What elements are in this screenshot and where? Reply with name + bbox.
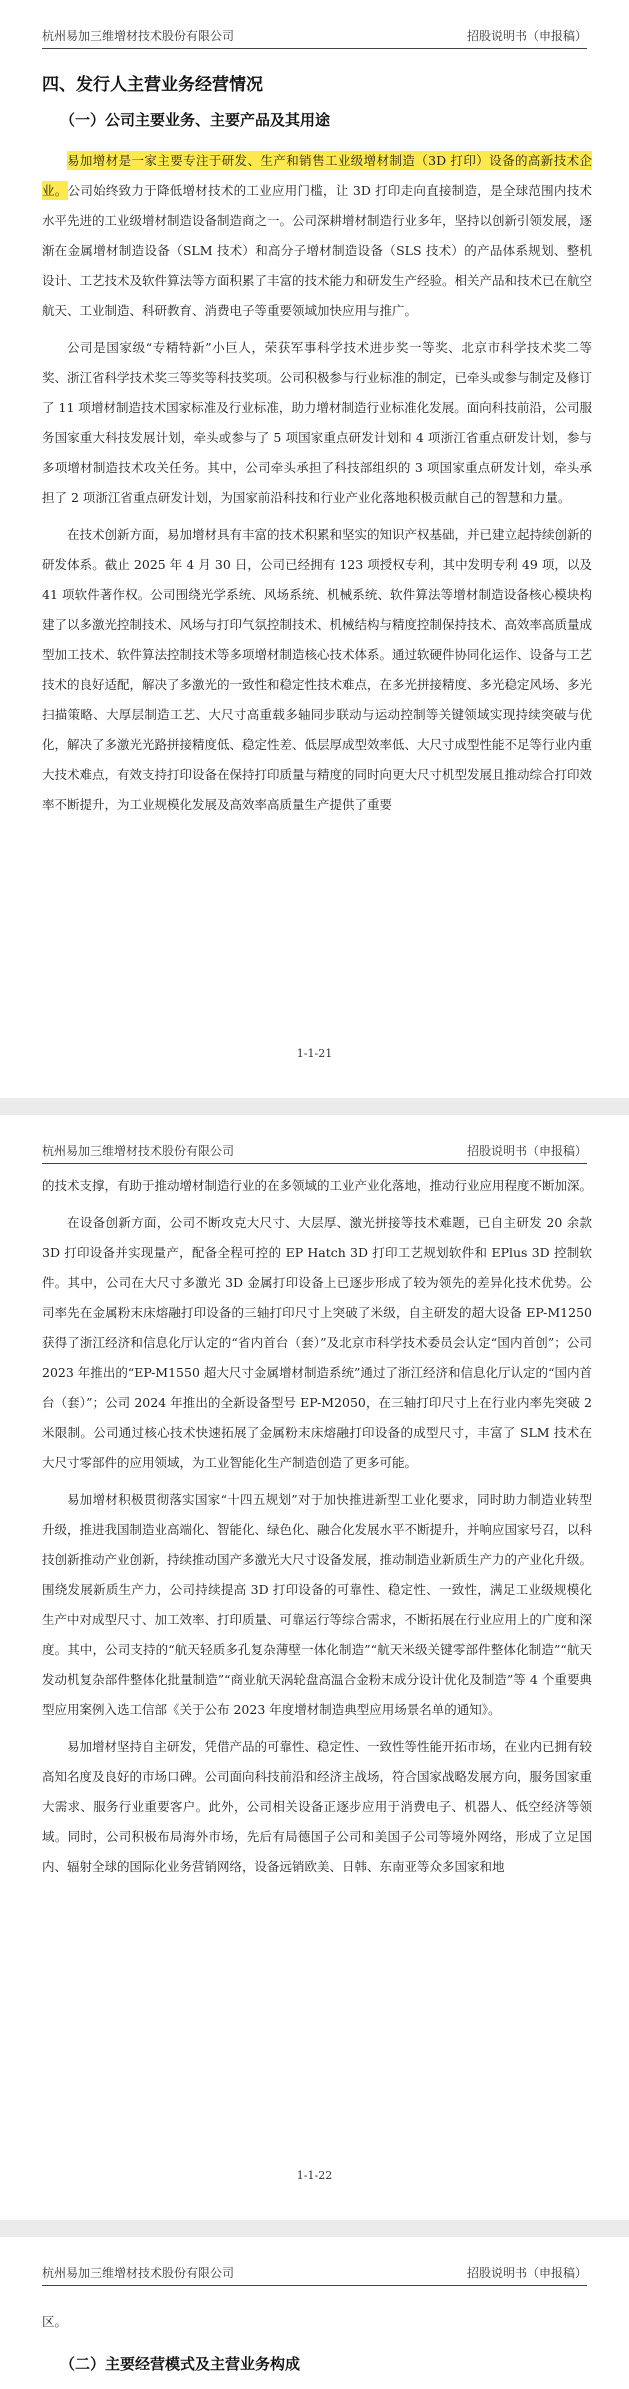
page-header	[42, 2263, 587, 2286]
document-page-2	[0, 1115, 629, 2220]
page-content	[42, 1171, 592, 1889]
paragraph: 公司是国家级“专精特新”小巨人，荣获军事科学技术进步奖一等奖、北京市科学技术奖二等奖、浙江省科学技术奖三等奖等科技奖项。公司积极参与行业标准的制定，已牵头或参与制定及修订了 11 项增材制造技术国家标准及行业标准，助力增材制造行业标准化发展。面向科技前沿，公司服务国家重大科技发展计划，牵头或参与了 5 项国家重点研发计划和 4 项浙江省重点研发计划，参与多项增材制造技术攻关任务。其中，公司牵头承担了科技部组织的 3 项国家重点研发计划，牵头承担了 2 项浙江省重点研发计划，为国家前沿科技和行业产业化落地积极贡献自己的智慧和力量。	[42, 340, 593, 505]
header-document-type: 招股说明书（申报稿）	[466, 2266, 587, 2280]
document-page-3	[0, 2237, 629, 2389]
document-page-1	[0, 0, 629, 1098]
header-document-type: 招股说明书（申报稿）	[466, 29, 587, 43]
page-header	[42, 26, 587, 49]
paragraph: 易加增材积极贯彻落实国家“十四五规划”对于加快推进新型工业化要求，同时助力制造业转型升级，推进我国制造业高端化、智能化、绿色化、融合化发展水平不断提升，并响应国家号召，以科技创新推动产业创新，持续推动国产多激光大尺寸设备发展，推动制造业新质生产力的产业化升级。围绕发展新质生产力，公司持续提高 3D 打印设备的可靠性、稳定性、一致性，满足工业级规模化生产中对成型尺寸、加工效率、打印质量、可靠运行等综合需求，不断拓展在行业应用上的广度和深度。其中，公司支持的“航天轻质多孔复杂薄壁一体化制造”“航天米级关键零部件整体化制造”“航天发动机复杂部件整体化批量制造”“商业航天涡轮盘高温合金粉末成分设计优化及制造”等 4 个重要典型应用案例入选工信部《关于公布 2023 年度增材制造典型应用场景名单的通知》。	[42, 1492, 593, 1717]
sub-section-title: （二）主要经营模式及主营业务构成	[60, 2355, 301, 2373]
sub-section-title: （一）公司主要业务、主要产品及其用途	[60, 111, 331, 129]
header-document-type: 招股说明书（申报稿）	[466, 1144, 587, 1158]
highlighted-text: 易加增材是一家主要专注于研发、生产和销售工业级增材制造（3D 打印）设备的高新技术企业。	[42, 153, 592, 198]
paragraph-continued: 的技术支撑，有助于推动增材制造行业的在多领域的工业产业化落地，推动行业应用程度不断加深。	[42, 1178, 593, 1193]
header-company-name: 杭州易加三维增材技术股份有限公司	[42, 2266, 235, 2280]
header-company-name: 杭州易加三维增材技术股份有限公司	[42, 29, 235, 43]
paragraph	[42, 146, 592, 326]
page-content	[42, 2293, 592, 2374]
page-number: 1-1-22	[296, 2169, 333, 2182]
section-title: 四、发行人主营业务经营情况	[42, 75, 263, 95]
page-header	[42, 1141, 587, 1164]
page-content	[42, 56, 592, 827]
paragraph: 在技术创新方面，易加增材具有丰富的技术积累和坚实的知识产权基础，并已建立起持续创新的研发体系。截止 2025 年 4 月 30 日，公司已经拥有 123 项授权专利，其中发明专利 49 项，以及 41 项软件著作权。公司围绕光学系统、风场系统、机械系统、软件算法等增材制造设备核心模块构建了以多激光控制技术、风场与打印气氛控制技术、机械结构与精度控制保持技术、高效率高质量成型加工技术、软件算法控制技术等多项增材制造核心技术体系。通过软硬件协同化运作、设备与工艺技术的良好适配，解决了多激光的一致性和稳定性技术难点，在多光拼接精度、多光稳定风场、多光扫描策略、大厚层制造工艺、大尺寸高重载多轴同步联动与运动控制等关键领域实现持续突破与优化，解决了多激光光路拼接精度低、稳定性差、低层厚成型效率低、大尺寸成型性能不足等行业内重大技术难点，有效支持打印设备在保持打印质量与精度的同时向更大尺寸机型发展且推动综合打印效率不断提升，为工业规模化发展及高效率高质量生产提供了重要	[42, 527, 593, 812]
paragraph: 易加增材坚持自主研发，凭借产品的可靠性、稳定性、一致性等性能开拓市场，在业内已拥有较高知名度及良好的市场口碑。公司面向科技前沿和经济主战场，符合国家战略发展方向，服务国家重大需求、服务行业重要客户。此外，公司相关设备正逐步应用于消费电子、机器人、低空经济等领域。同时，公司积极布局海外市场，先后有局德国子公司和美国子公司等境外网络，形成了立足国内、辐射全球的国际化业务营销网络，设备远销欧美、日韩、东南亚等众多国家和地	[42, 1739, 593, 1874]
paragraph-continued: 区。	[42, 2314, 68, 2329]
paragraph-text: 公司始终致力于降低增材技术的工业应用门槛，让 3D 打印走向直接制造，是全球范围内技术水平先进的工业级增材制造设备制造商之一。公司深耕增材制造行业多年，坚持以创新引领发展，逐渐在金属增材制造设备（SLM 技术）和高分子增材制造设备（SLS 技术）的产品体系规划、整机设计、工艺技术及软件算法等方面积累了丰富的技术能力和研发生产经验。相关产品和技术已在航空航天、工业制造、科研教育、消费电子等重要领域加快应用与推广。	[42, 183, 593, 318]
header-company-name: 杭州易加三维增材技术股份有限公司	[42, 1144, 235, 1158]
page-number: 1-1-21	[296, 1047, 333, 1060]
paragraph: 在设备创新方面，公司不断攻克大尺寸、大层厚、激光拼接等技术难题，已自主研发 20 余款 3D 打印设备并实现量产，配备全程可控的 EP Hatch 3D 打印工艺规划软件和 EPlus 3D 控制软件。其中，公司在大尺寸多激光 3D 金属打印设备上已逐步形成了较为领先的差异化技术优势。公司率先在金属粉末床熔融打印设备的三轴打印尺寸上突破了米级，自主研发的超大设备 EP-M1250 获得了浙江经济和信息化厅认定的“省内首台（套）”及北京市科学技术委员会认定“国内首创”；公司 2023 年推出的“EP-M1550 超大尺寸金属增材制造系统”通过了浙江经济和信息化厅认定的“国内首台（套）”；公司 2024 年推出的全新设备型号 EP-M2050，在三轴打印尺寸上在行业内率先突破 2 米限制。公司通过核心技术快速拓展了金属粉末床熔融打印设备的成型尺寸，丰富了 SLM 技术在大尺寸零部件的应用领域，为工业智能化生产制造创造了更多可能。	[42, 1215, 592, 1470]
